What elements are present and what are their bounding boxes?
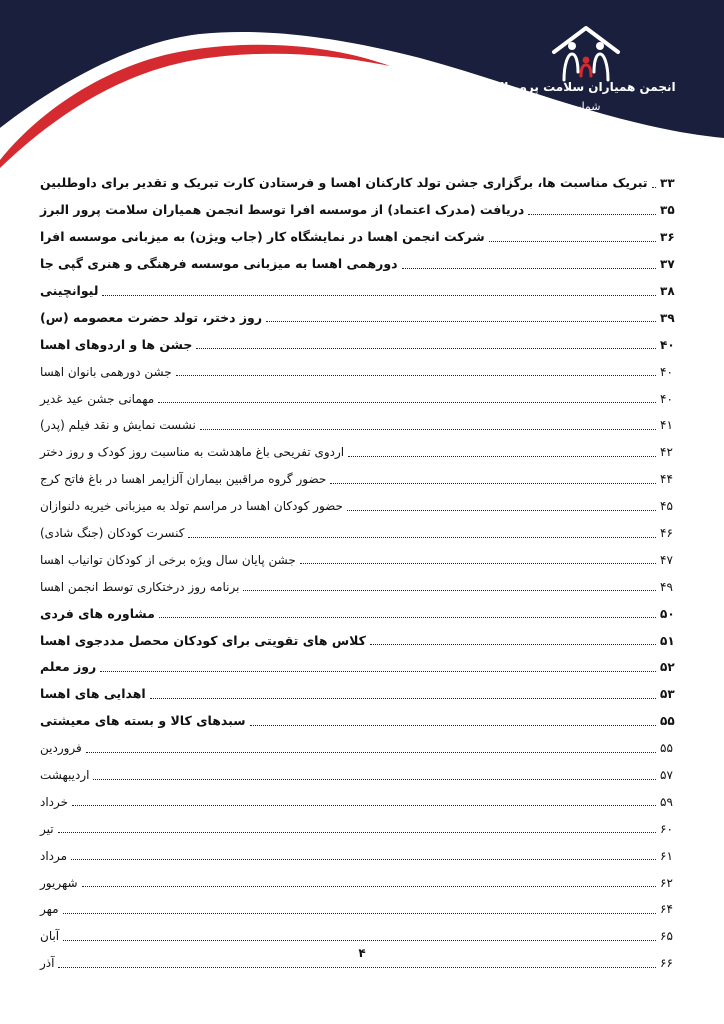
toc-entry-page: ۴۰ (660, 337, 675, 352)
table-of-contents (40, 170, 684, 977)
toc-dot-leader (188, 537, 656, 538)
toc-entry-page: ۴۹ (660, 579, 673, 594)
toc-entry-title: مرداد (40, 848, 68, 863)
toc-dot-leader (250, 725, 656, 726)
toc-entry-page: ۳۳ (660, 176, 675, 191)
toc-entry[interactable] (40, 197, 684, 224)
toc-entry-page: ۳۵ (660, 203, 675, 218)
toc-entry-page: ۵۰ (660, 606, 675, 621)
page-number: ۴ (358, 946, 366, 960)
toc-dot-leader (150, 698, 656, 699)
toc-dot-leader (370, 644, 656, 645)
toc-entry-title: شهریور (40, 875, 78, 890)
toc-entry-page: ۴۷ (660, 552, 673, 567)
toc-entry[interactable] (40, 466, 684, 493)
toc-dot-leader (528, 214, 656, 215)
toc-entry-page: ۳۹ (660, 310, 675, 325)
toc-entry[interactable] (40, 358, 684, 385)
toc-entry-page: ۶۵ (660, 929, 673, 944)
toc-dot-leader (489, 241, 656, 242)
toc-entry-title: کلاس های تقویتی برای کودکان محصل مددجوی اهسا (40, 632, 366, 648)
toc-dot-leader (71, 859, 656, 860)
toc-entry-title: سبدهای کالا و بسته های معیشتی (40, 713, 246, 729)
toc-entry-page: ۶۴ (660, 902, 673, 917)
toc-entry-page: ۴۵ (660, 499, 673, 514)
toc-entry-title: لیوانچینی (40, 283, 99, 298)
toc-entry[interactable] (40, 385, 684, 412)
toc-entry[interactable] (40, 681, 684, 708)
toc-entry-title: حضور گروه مراقبین بیماران آلزایمر اهسا در باغ فاتح کرج (40, 472, 327, 487)
toc-entry[interactable] (40, 708, 684, 735)
toc-dot-leader (243, 590, 656, 591)
toc-entry-title: فروردین (40, 741, 82, 756)
toc-dot-leader (158, 402, 656, 403)
toc-dot-leader (63, 940, 656, 941)
toc-entry-title: جشن دورهمی بانوان اهسا (40, 364, 172, 379)
toc-dot-leader (347, 510, 656, 511)
toc-entry-page: ۳۷ (660, 257, 675, 272)
toc-entry-title: جشن پایان سال ویژه برخی از کودکان توانیاب اهسا (40, 552, 296, 567)
toc-entry-title: شرکت انجمن اهسا در نمایشگاه کار (جاب ویژن) به میزبانی موسسه افرا (40, 229, 485, 245)
toc-entry-page: ۳۶ (660, 230, 675, 245)
toc-entry[interactable] (40, 439, 684, 466)
toc-entry-title: دورهمی اهسا به میزبانی موسسه فرهنگی و هنری گپی جا (40, 256, 398, 272)
toc-entry[interactable] (40, 896, 684, 923)
toc-entry-page: ۶۰ (660, 821, 673, 836)
toc-entry-page: ۳۸ (660, 284, 675, 298)
toc-entry[interactable] (40, 600, 684, 627)
toc-entry-title: خرداد (40, 794, 69, 809)
toc-dot-leader (58, 832, 656, 833)
toc-dot-leader (266, 321, 656, 322)
organization-logo (548, 24, 624, 84)
page-header (0, 0, 724, 170)
toc-entry-title: اهدایی های اهسا (40, 686, 146, 702)
toc-dot-leader (159, 617, 656, 618)
toc-entry-page: ۴۶ (660, 526, 673, 541)
toc-entry[interactable] (40, 573, 684, 600)
toc-entry-page: ۴۲ (660, 445, 673, 460)
toc-entry-title: آذر (40, 956, 55, 971)
toc-entry[interactable] (40, 224, 684, 251)
toc-entry-page: ۴۰ (660, 364, 673, 379)
toc-entry[interactable] (40, 412, 684, 439)
toc-entry-title: مشاوره های فردی (40, 605, 155, 621)
toc-entry-page: ۵۳ (660, 687, 675, 702)
toc-dot-leader (82, 886, 656, 887)
toc-entry-title: مهر (40, 902, 59, 917)
toc-dot-leader (402, 268, 656, 269)
toc-entry-title: مهمانی جشن عید غدیر (40, 391, 155, 406)
toc-dot-leader (72, 805, 656, 806)
toc-dot-leader (348, 456, 656, 457)
toc-entry[interactable] (40, 170, 684, 197)
toc-entry-title: حضور کودکان اهسا در مراسم تولد به میزبانی خیریه دلنوازان (40, 499, 343, 514)
toc-entry-title: نشست نمایش و نقد فیلم (پدر) (40, 418, 196, 433)
toc-entry[interactable] (40, 331, 684, 358)
toc-entry[interactable] (40, 493, 684, 520)
toc-dot-leader (63, 913, 656, 914)
toc-dot-leader (100, 671, 656, 672)
toc-entry-page: ۵۷ (660, 768, 673, 783)
toc-entry[interactable] (40, 627, 684, 654)
toc-entry-page: ۵۹ (660, 794, 673, 809)
toc-entry-page: ۵۵ (660, 714, 675, 729)
toc-entry-page: ۶۶ (660, 956, 673, 971)
toc-entry-title: برنامه روز درختکاری توسط انجمن اهسا (40, 579, 240, 594)
toc-entry[interactable] (40, 762, 684, 789)
toc-entry-title: اردوی تفریحی باغ ماهدشت به مناسبت روز کودک و روز دختر (40, 445, 345, 460)
organization-name: انجمن همیاران سلامت پرور البرز(اهسا) (440, 80, 676, 94)
toc-dot-leader (176, 375, 656, 376)
toc-entry[interactable] (40, 842, 684, 869)
toc-entry[interactable] (40, 278, 684, 305)
toc-entry[interactable] (40, 520, 684, 547)
toc-entry-page: ۴۰ (660, 391, 673, 406)
toc-dot-leader (300, 563, 656, 564)
toc-entry[interactable] (40, 546, 684, 573)
toc-entry-title: تبریک مناسبت ها، برگزاری جشن تولد کارکنان اهسا و فرستادن کارت تبریک و تقدیر برای داوطلبین (40, 175, 648, 191)
toc-entry-title: دریافت (مدرک اعتماد) از موسسه افرا توسط انجمن همیاران سلامت پرور البرز (40, 202, 525, 218)
toc-entry-page: ۵۲ (660, 660, 675, 675)
toc-entry-page: ۵۱ (660, 633, 675, 648)
toc-entry-title: تیر (40, 821, 54, 836)
toc-dot-leader (93, 779, 656, 780)
toc-entry[interactable] (40, 815, 684, 842)
toc-entry-page: ۴۱ (660, 418, 673, 433)
toc-entry[interactable] (40, 654, 684, 681)
toc-entry-page: ۶۱ (660, 848, 673, 863)
registration-number: شماره ثبت : ۲۴۲۳ (515, 100, 601, 113)
toc-entry[interactable] (40, 251, 684, 278)
toc-entry[interactable] (40, 304, 684, 331)
toc-entry-page: ۶۲ (660, 875, 673, 890)
toc-entry-title: آبان (40, 929, 60, 944)
family-house-logo-icon (548, 24, 624, 84)
toc-dot-leader (196, 348, 656, 349)
toc-entry[interactable] (40, 788, 684, 815)
toc-entry-page: ۴۴ (660, 472, 673, 487)
toc-entry-title: اردیبهشت (40, 768, 90, 783)
toc-dot-leader (58, 967, 656, 968)
toc-entry-title: روز معلم (40, 659, 97, 675)
toc-entry[interactable] (40, 735, 684, 762)
toc-dot-leader (200, 429, 656, 430)
toc-entry[interactable] (40, 869, 684, 896)
toc-entry-page: ۵۵ (660, 741, 673, 756)
toc-dot-leader (86, 752, 656, 753)
toc-entry-title: جشن ها و اردوهای اهسا (40, 336, 193, 352)
toc-entry-title: روز دختر، تولد حضرت معصومه (س) (40, 309, 263, 325)
toc-dot-leader (652, 187, 656, 188)
toc-dot-leader (330, 483, 656, 484)
toc-entry-title: کنسرت کودکان (جنگ شادی) (40, 526, 185, 541)
toc-dot-leader (102, 295, 656, 296)
